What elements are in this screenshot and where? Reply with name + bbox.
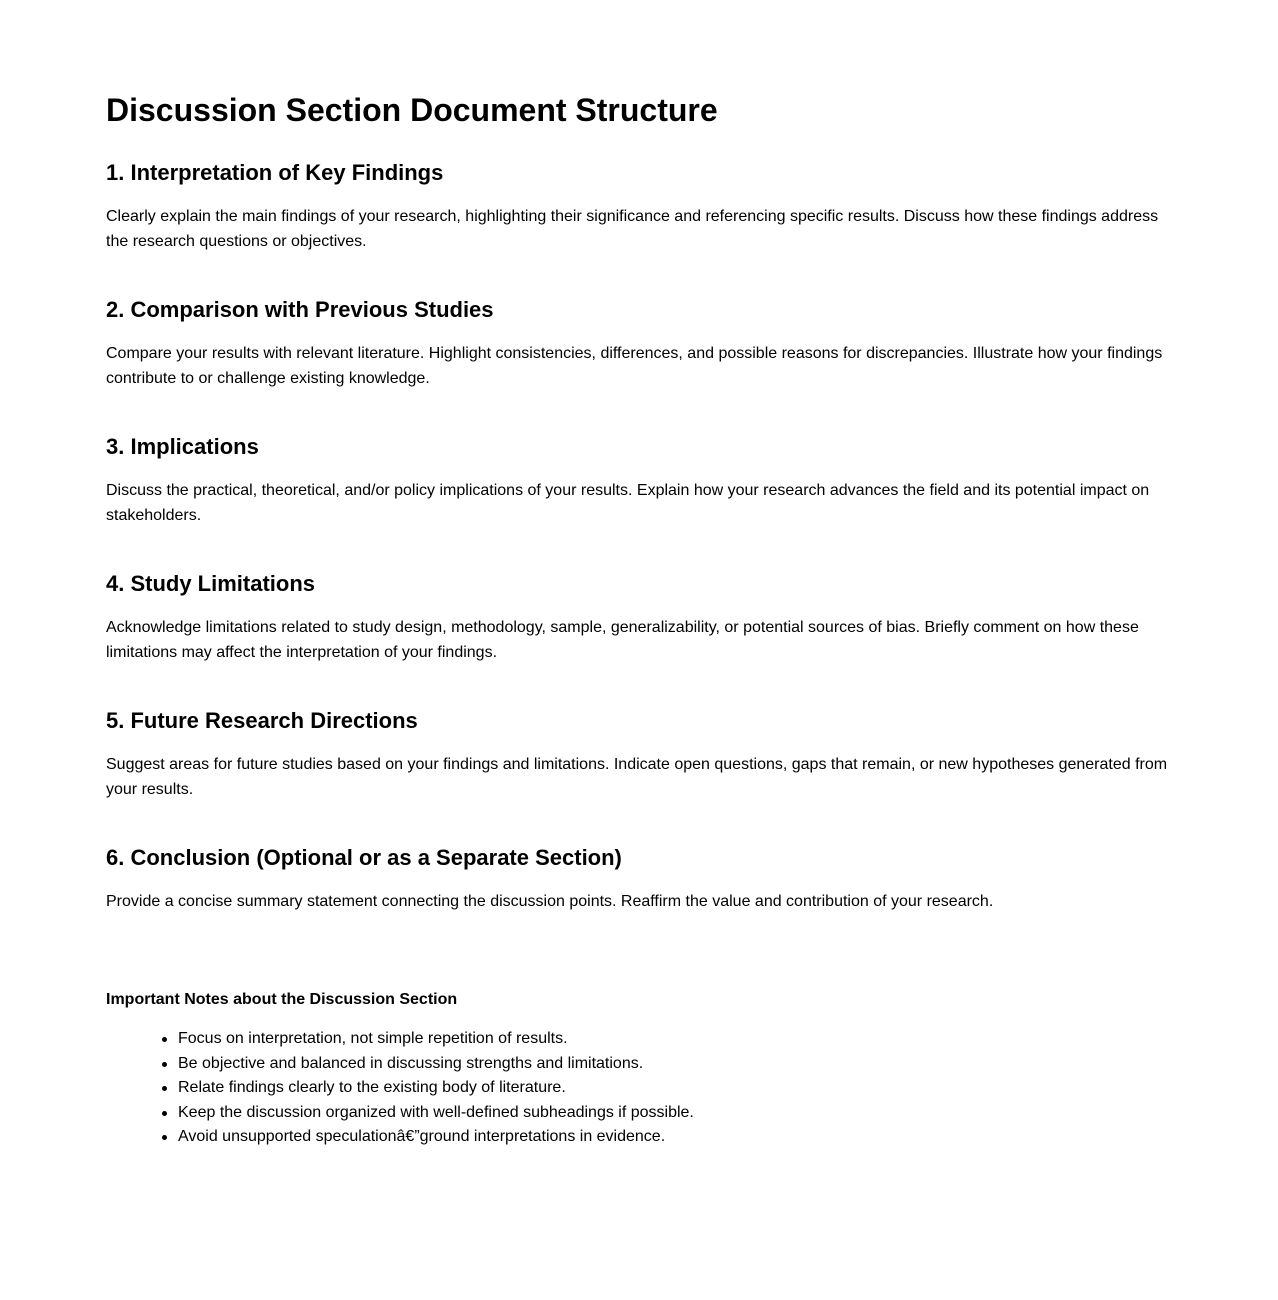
section-body: Acknowledge limitations related to study design, methodology, sample, generalizability, or potential sources of bias. Briefly comment on how these limitations may affect the interpretation of your findings.: [106, 619, 1139, 661]
list-item-text: Relate findings clearly to the existing body of literature.: [178, 1079, 566, 1097]
section-future-research-directions: [106, 706, 1172, 802]
list-item-text: Keep the discussion organized with well-defined subheadings if possible.: [178, 1103, 694, 1121]
list-item: [178, 1052, 1172, 1077]
section-comparison-with-previous-studies: [106, 295, 1172, 391]
section-study-limitations: [106, 569, 1172, 665]
list-item-text: Be objective and balanced in discussing strengths and limitations.: [178, 1054, 644, 1072]
bullet-icon: [162, 1111, 167, 1116]
section-interpretation-of-key-findings: [106, 158, 1172, 254]
section-implications: [106, 432, 1172, 528]
section-body: Compare your results with relevant literature. Highlight consistencies, differences, and possible reasons for discrepancies. Illustrate how your findings contribute to or challenge existing knowledge.: [106, 345, 1163, 387]
bullet-icon: [162, 1086, 167, 1091]
list-item: [178, 1027, 1172, 1052]
section-heading: 6. Conclusion (Optional or as a Separate Section): [106, 845, 622, 870]
section-conclusion: [106, 843, 1172, 915]
section-heading: 3. Implications: [106, 434, 259, 459]
list-item: [178, 1076, 1172, 1101]
section-heading: 1. Interpretation of Key Findings: [106, 160, 444, 185]
section-body: Suggest areas for future studies based on your findings and limitations. Indicate open questions, gaps that remain, or new hypotheses generated from your results.: [106, 756, 1168, 798]
bullet-icon: [162, 1062, 167, 1067]
section-heading: 4. Study Limitations: [106, 571, 316, 596]
list-item-text: Avoid unsupported speculationâ€”ground interpretations in evidence.: [178, 1128, 666, 1146]
bullet-icon: [162, 1135, 167, 1140]
list-item: [178, 1101, 1172, 1126]
section-heading: 2. Comparison with Previous Studies: [106, 297, 494, 322]
bullet-icon: [162, 1037, 167, 1042]
list-item-text: Focus on interpretation, not simple repetition of results.: [178, 1030, 568, 1047]
section-body: Provide a concise summary statement connecting the discussion points. Reaffirm the value and contribution of your research.: [106, 893, 994, 910]
section-body: Clearly explain the main findings of your research, highlighting their significance and referencing specific results. Discuss how these findings address the research questions or objectives.: [106, 208, 1159, 250]
document-title: Discussion Section Document Structure: [106, 92, 718, 128]
section-body: Discuss the practical, theoretical, and/or policy implications of your results. Explain how your research advances the field and its potential impact on stakeholders.: [106, 482, 1150, 524]
list-item: [178, 1125, 1172, 1150]
notes-heading: Important Notes about the Discussion Section: [106, 991, 458, 1008]
section-heading: 5. Future Research Directions: [106, 708, 418, 733]
important-notes: [106, 988, 1172, 1150]
notes-list: [106, 1027, 1172, 1150]
